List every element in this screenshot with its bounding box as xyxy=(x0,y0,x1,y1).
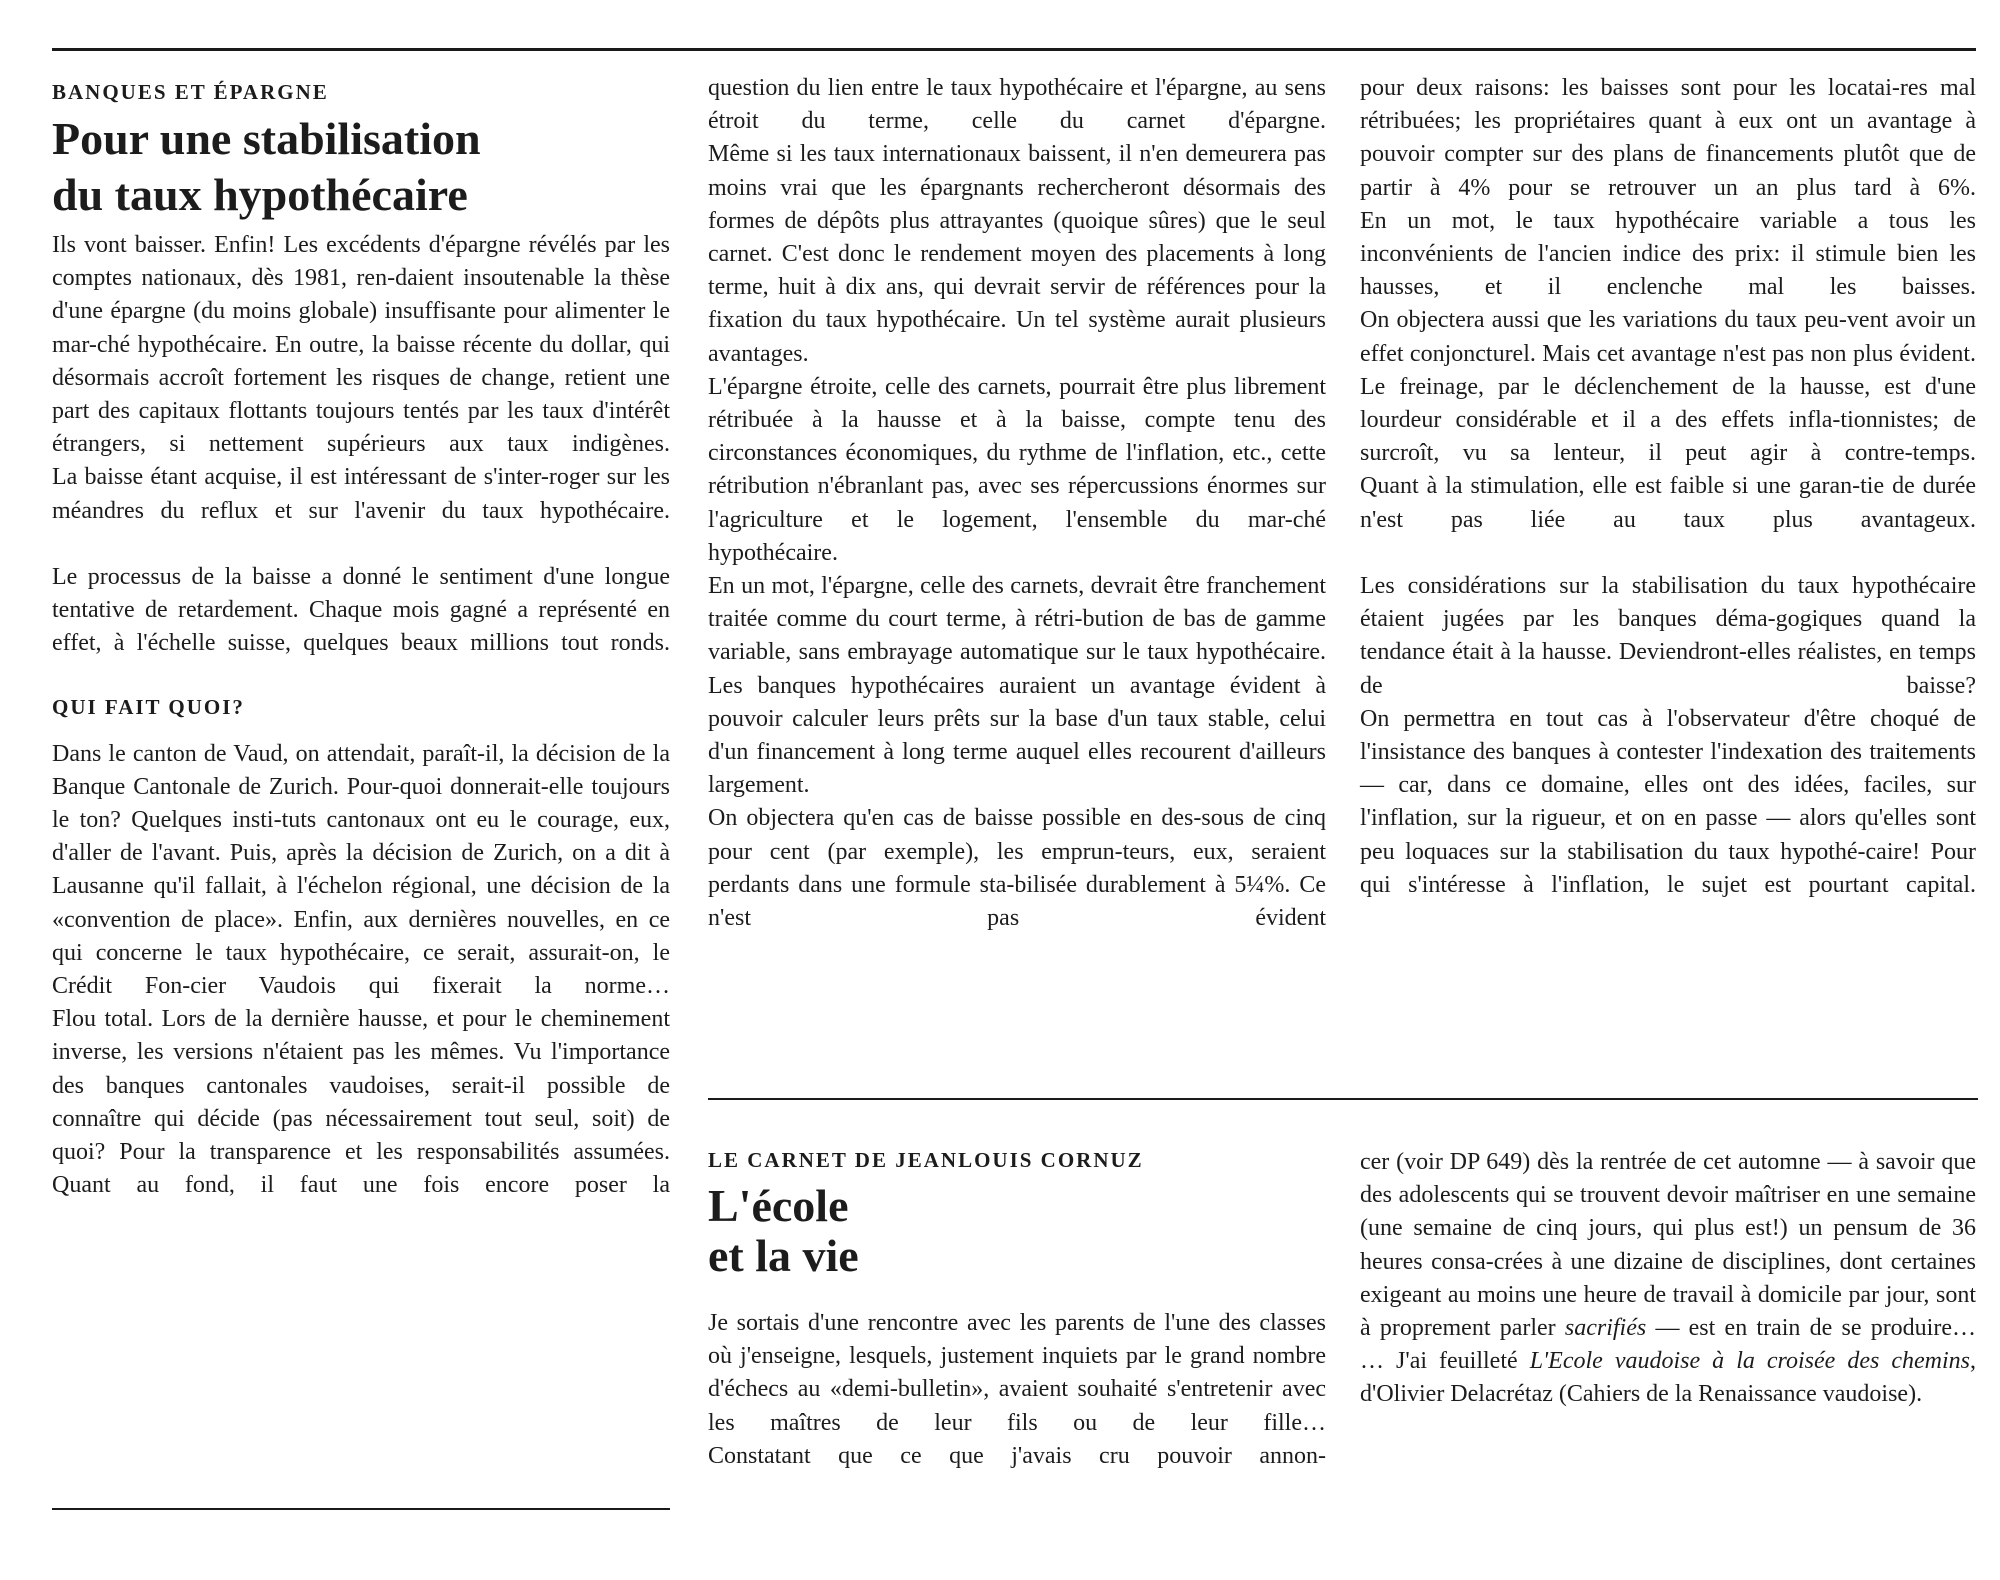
article2-column2 xyxy=(708,1148,1326,1473)
article1-headline-line1: Pour une stabilisation xyxy=(52,113,481,164)
article1-paragraph: Le processus de la baisse a donné le sentiment d'une longue tentative de retardement. Chaque mois gagné a représenté en effet, à l'échelle suisse, quelques beaux millions tout ronds. xyxy=(52,564,670,657)
article1-paragraph: Dans le canton de Vaud, on attendait, paraît-il, la décision de la Banque Cantonale de Zurich. Pour-quoi donnerait-elle toujours le ton? Quelques insti-tuts cantonaux ont eu le courage, eux, d'aller de l'avant. Puis, après la décision de Zurich, on a dit à Lausanne qu'il fallait, à l'échelon régional, une décision de la «convention de place». Enfin, aux dernières nouvelles, en ce qui concerne le taux hypothécaire, ce serait, assurait-on, le Crédit Fon-cier Vaudois qui fixerait la norme… xyxy=(52,740,670,1000)
article1-paragraph: On objectera qu'en cas de baisse possible en des-sous de cinq pour cent (par exemple), les emprun-teurs, eux, seraient perdants dans une formule sta-bilisée durablement à 5¼%. Ce n'est pas évident xyxy=(708,805,1326,932)
article2-kicker: LE CARNET DE JEANLOUIS CORNUZ xyxy=(708,1148,1144,1172)
article1-paragraph: Les considérations sur la stabilisation du taux hypothécaire étaient jugées par les banques déma-gogiques quand la tendance était à la hausse. Deviendront-elles réalistes, en temps de baisse? xyxy=(1360,573,1976,699)
column1-bottom-rule xyxy=(52,1508,670,1510)
article2-headline-line2: et la vie xyxy=(708,1230,859,1281)
article1-paragraph: pour deux raisons: les baisses sont pour les locatai-res mal rétribuées; les propriétaires quant à eux ont un avantage à pouvoir compter sur des plans de financements plutôt que de partir à 4% pour se retrouver un an plus tard à 6%. xyxy=(1360,75,1976,201)
article2-emphasis: sacrifiés xyxy=(1564,1315,1647,1342)
article2-text: … J'ai feuilleté xyxy=(1360,1348,1530,1375)
article2-headline xyxy=(708,1181,1326,1281)
article2-paragraph xyxy=(1360,1146,1976,1345)
top-rule xyxy=(52,48,1976,51)
article1-paragraph: question du lien entre le taux hypothécaire et l'épargne, au sens étroit du terme, celle du carnet d'épargne. xyxy=(708,75,1326,135)
article2-headline-line1: L'école xyxy=(708,1180,849,1231)
article2-text: — est en train de se produire… xyxy=(1646,1315,1976,1342)
article-divider-rule xyxy=(708,1098,1978,1100)
article1-paragraph: On objectera aussi que les variations du taux peu-vent avoir un effet conjoncturel. Mais cet avantage n'est pas non plus évident. xyxy=(1360,307,1976,367)
article1-paragraph: Flou total. Lors de la dernière hausse, et pour le cheminement inverse, les versions n'étaient pas les mêmes. Vu l'importance des banques cantonales vaudoises, serait-il possible de connaître qui décide (pas nécessairement tout seul, soit) de quoi? Pour la transparence et les responsabilités assumées. xyxy=(52,1006,670,1166)
article2-column3 xyxy=(1360,1146,1976,1412)
article1-paragraph: La baisse étant acquise, il est intéressant de s'inter-roger sur les méandres du reflux et sur l'avenir du taux hypothécaire. xyxy=(52,464,670,524)
article1-paragraph: Quant au fond, il faut une fois encore poser la xyxy=(52,1172,670,1199)
article1-kicker: BANQUES ET ÉPARGNE xyxy=(52,80,329,104)
article2-text: , d'Olivier Delacrétaz (Cahiers de la Renaissance vaudoise). xyxy=(1360,1348,1976,1408)
article1-headline xyxy=(52,111,670,223)
article2-paragraph: Constatant que ce que j'avais cru pouvoir annon- xyxy=(708,1442,1326,1469)
article1-column2 xyxy=(708,72,1326,935)
article2-book-title: L'Ecole vaudoise à la croisée des chemins xyxy=(1529,1348,1970,1375)
article1-paragraph: En un mot, le taux hypothécaire variable a tous les inconvénients de l'ancien indice des prix: il stimule bien les hausses, et il enclenche mal les baisses. xyxy=(1360,207,1976,301)
article1-paragraph: Les banques hypothécaires auraient un avantage évident à pouvoir calculer leurs prêts sur la base d'un taux stable, celui d'un financement à long terme auquel elles recourent d'ailleurs largement. xyxy=(708,672,1326,799)
article1-paragraph: Ils vont baisser. Enfin! Les excédents d'épargne révélés par les comptes nationaux, dès 1981, ren-daient insoutenable la thèse d'une épargne (du moins globale) insuffisante pour alimenter le mar-ché hypothécaire. En outre, la baisse récente du dollar, qui désormais accroît fortement les risques de change, retient une part des capitaux flottants toujours tentés par les taux d'intérêt étrangers, si nettement supérieurs aux taux indigènes. xyxy=(52,232,670,458)
article1-column3 xyxy=(1360,72,1976,902)
article2-paragraph xyxy=(1360,1345,1976,1411)
article2-paragraph: Je sortais d'une rencontre avec les parents de l'une des classes où j'enseigne, lesquels, justement inquiets par le grand nombre d'échecs au «demi-bulletin», avaient souhaité s'entretenir avec les maîtres de leur fils ou de leur fille… xyxy=(708,1310,1326,1436)
article1-column1 xyxy=(52,74,670,1202)
article1-paragraph: Quant à la stimulation, elle est faible si une garan-tie de durée n'est pas liée au taux plus avantageux. xyxy=(1360,473,1976,533)
article1-paragraph: En un mot, l'épargne, celle des carnets, devrait être franchement traitée comme du court terme, à rétri-bution de bas de gamme variable, sans embrayage automatique sur le taux hypothécaire. xyxy=(708,573,1326,666)
article1-paragraph: Même si les taux internationaux baissent, il n'en demeurera pas moins vrai que les épargnants rechercheront désormais des formes de dépôts plus attrayantes (quoique sûres) que le seul carnet. C'est donc le rendement moyen des placements à long terme, huit à dix ans, qui devrait servir de références pour la fixation du taux hypothécaire. Un tel système aurait plusieurs avantages. xyxy=(708,141,1326,367)
article1-headline-line2: du taux hypothécaire xyxy=(52,169,468,220)
article1-subhead: QUI FAIT QUOI? xyxy=(52,694,245,719)
article2-text: cer (voir DP 649) dès la rentrée de cet automne — à savoir que des adolescents qui se trouvent devoir maîtriser en une semaine (une semaine de cinq jours, qui plus est!) un pensum de 36 heures consa-crées à une dizaine de disciplines, dont certaines exigeant au moins une heure de travail à domicile par jour, sont à proprement parler xyxy=(1360,1149,1976,1342)
article1-paragraph: Le freinage, par le déclenchement de la hausse, est d'une lourdeur considérable et il a des effets infla-tionnistes; de surcroît, vu sa lenteur, il peut agir à contre-temps. xyxy=(1360,373,1976,467)
article1-paragraph: L'épargne étroite, celle des carnets, pourrait être plus librement rétribuée à la hausse et à la baisse, compte tenu des circonstances économiques, du rythme de l'inflation, etc., cette rétribution n'ébranlant pas, avec ses répercussions énormes sur l'agriculture et le logement, l'ensemble du mar-ché hypothécaire. xyxy=(708,373,1326,566)
article1-paragraph: On permettra en tout cas à l'observateur d'être choqué de l'insistance des banques à contester l'indexation des traitements — car, dans ce domaine, elles ont des idées, faciles, sur l'inflation, sur la rigueur, et on en passe — alors qu'elles sont peu loquaces sur la stabilisation du taux hypothé-caire! Pour qui s'intéresse à l'inflation, le sujet est pourtant capital. xyxy=(1360,705,1976,898)
